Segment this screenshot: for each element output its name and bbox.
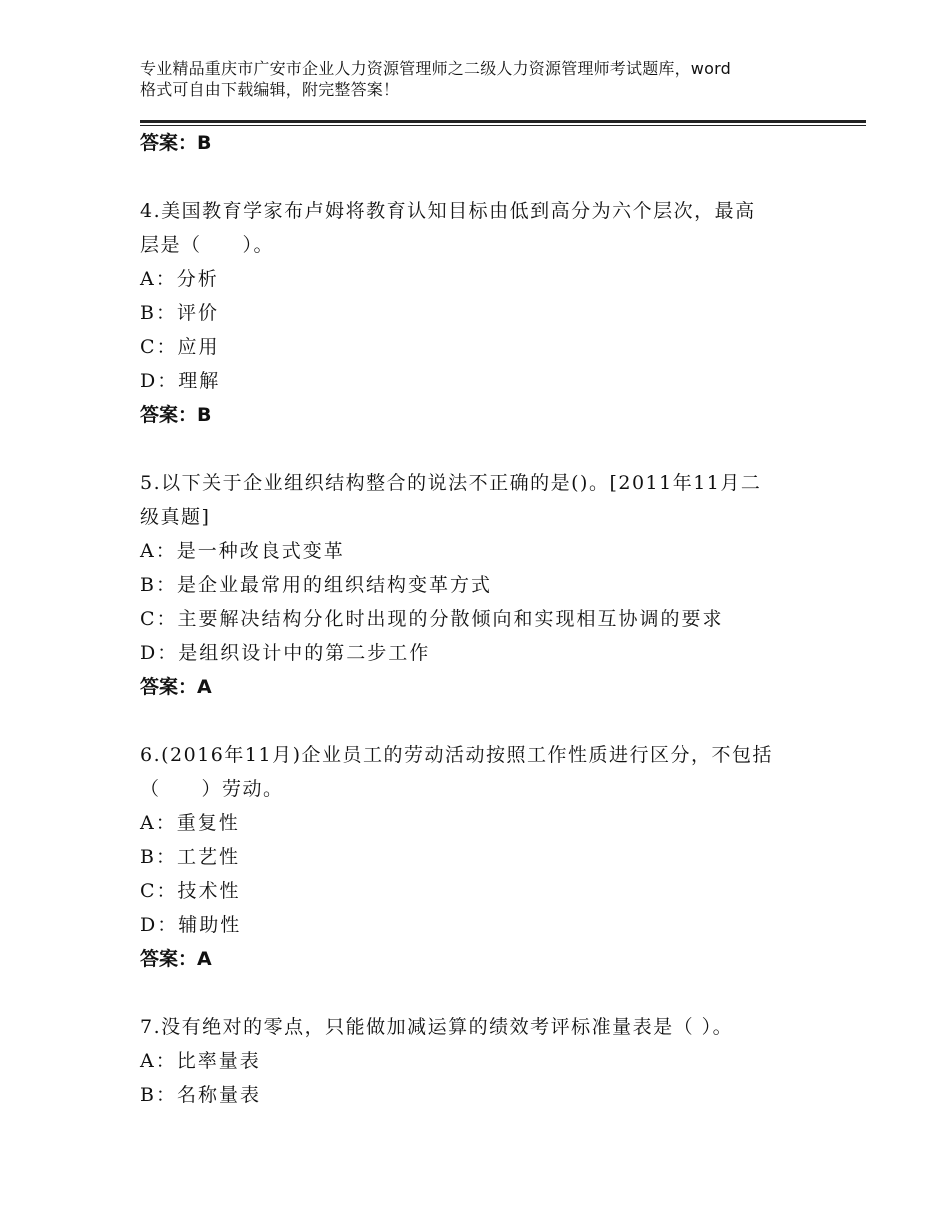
question-text: [140, 194, 820, 262]
spacer: [140, 432, 820, 466]
spacer: [140, 704, 820, 738]
option-c: C：主要解决结构分化时出现的分散倾向和实现相互协调的要求: [140, 608, 724, 630]
header-line-2: 格式可自由下载编辑，附完整答案！: [140, 80, 400, 99]
option-b: B：名称量表: [140, 1084, 261, 1106]
header-rule-thick: [140, 120, 866, 123]
option-b: B：评价: [140, 302, 219, 324]
header-line-1: 专业精品重庆市广安市企业人力资源管理师之二级人力资源管理师考试题库，word: [140, 59, 731, 78]
question-text-line: 层是（ ）。: [140, 234, 275, 256]
answer-label: 答案：A: [140, 948, 212, 970]
question-block: [140, 466, 820, 704]
question-text-line: 6.(2016年11月)企业员工的劳动活动按照工作性质进行区分，不包括: [140, 744, 773, 766]
question-text-line: 级真题]: [140, 506, 211, 528]
option-b: B：是企业最常用的组织结构变革方式: [140, 574, 492, 596]
question-block: [140, 738, 820, 976]
page-header: [140, 58, 840, 100]
question-text-line: 7.没有绝对的零点，只能做加减运算的绩效考评标准量表是（ ）。: [140, 1016, 734, 1038]
question-text-line: 4.美国教育学家布卢姆将教育认知目标由低到高分为六个层次，最高: [140, 200, 756, 222]
question-text: [140, 738, 820, 806]
option-a: A：是一种改良式变革: [140, 540, 345, 562]
question-text-line: （ ）劳动。: [140, 778, 284, 800]
question-block: [140, 1010, 820, 1112]
option-c: C：应用: [140, 336, 220, 358]
option-d: D：理解: [140, 370, 221, 392]
option-b: B：工艺性: [140, 846, 240, 868]
option-d: D：辅助性: [140, 914, 242, 936]
question-text-line: 5.以下关于企业组织结构整合的说法不正确的是()。[2011年11月二: [140, 472, 762, 494]
spacer: [140, 976, 820, 1010]
question-text: [140, 1010, 820, 1044]
question-list: [140, 126, 820, 1112]
option-c: C：技术性: [140, 880, 241, 902]
option-d: D：是组织设计中的第二步工作: [140, 642, 431, 664]
spacer: [140, 160, 820, 194]
answer-label: 答案：A: [140, 676, 212, 698]
answer-label: 答案：B: [140, 132, 212, 154]
question-text: [140, 466, 820, 534]
option-a: A：比率量表: [140, 1050, 261, 1072]
option-a: A：重复性: [140, 812, 240, 834]
option-a: A：分析: [140, 268, 219, 290]
answer-label: 答案：B: [140, 404, 212, 426]
question-block: [140, 194, 820, 432]
